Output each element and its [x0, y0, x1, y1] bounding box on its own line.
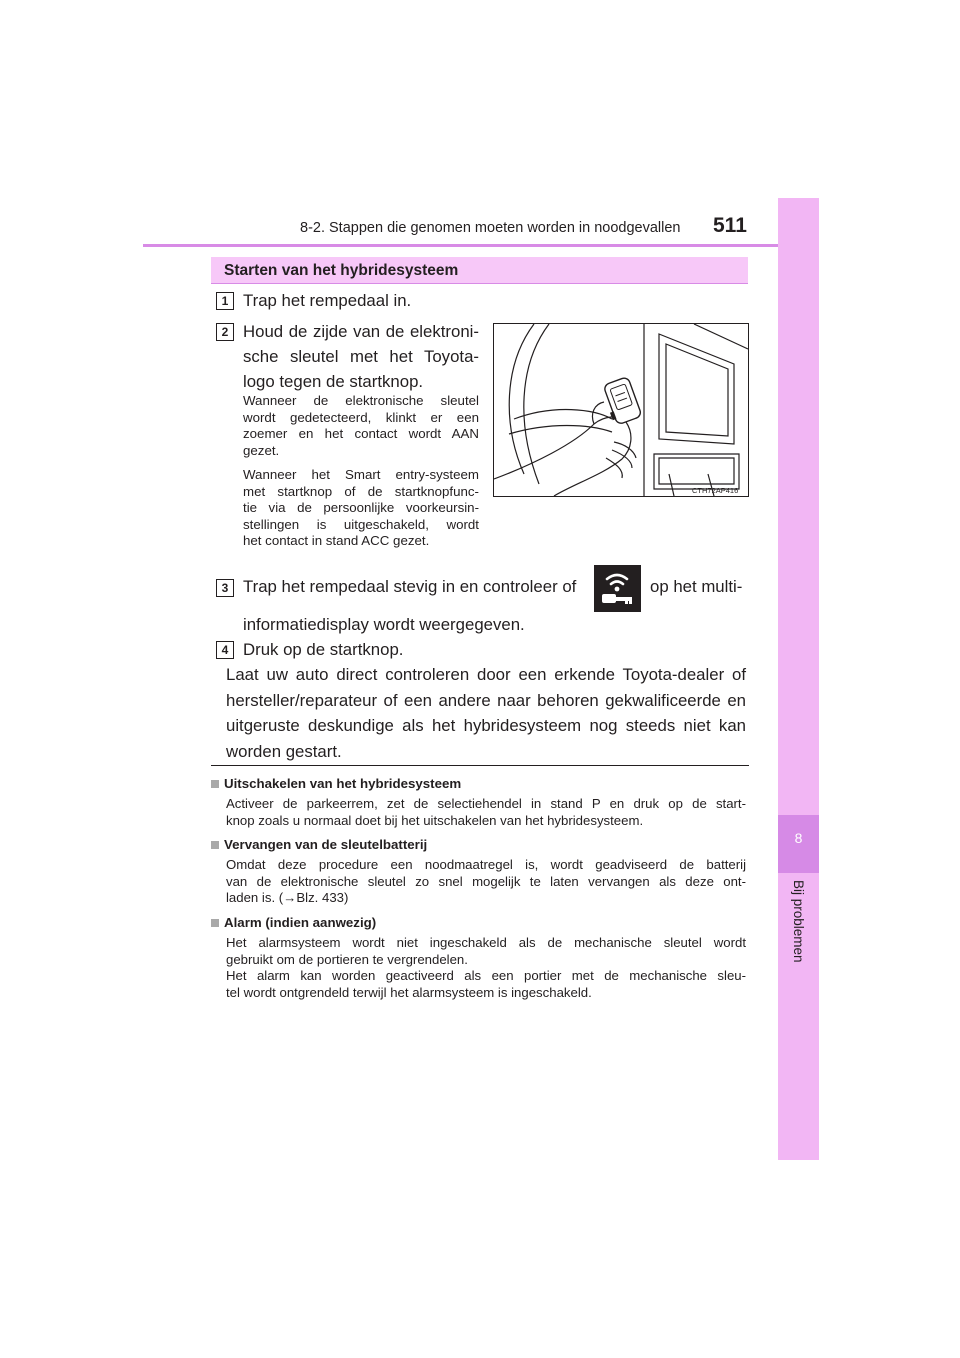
- paragraph-line: hersteller/reparateur of een andere naar behoren gekwalificeerde en: [226, 690, 746, 710]
- paragraph-line: Laat uw auto direct controleren door een erkende Toyota-dealer of: [226, 665, 746, 684]
- note-heading-text: Uitschakelen van het hybridesysteem: [224, 776, 462, 791]
- key-signal-icon: [594, 565, 641, 612]
- note-line: zoemer en het contact wordt AAN: [243, 426, 479, 441]
- note-body-2: [226, 857, 746, 907]
- header-rule: [143, 244, 819, 247]
- note-line: Wanneer het Smart entry-systeem: [243, 467, 479, 482]
- step-2-note-2: [243, 467, 479, 550]
- page-number: 511: [713, 214, 747, 237]
- note-heading-text: Vervangen van de sleutelbatterij: [224, 837, 428, 852]
- bullet-square-icon: [211, 919, 219, 927]
- paragraph-line: worden gestart.: [226, 741, 342, 761]
- step-2-line: logo tegen de startknop.: [243, 372, 424, 391]
- note-line: Omdat deze procedure een noodmaatregel is, wordt geadviseerd de batterij: [226, 857, 746, 872]
- note-line: knop zoals u normaal doet bij het uitschakelen van het hybridesysteem.: [226, 812, 644, 828]
- step-2-note-1: [243, 393, 479, 459]
- note-line: laden is. (→Blz. 433): [226, 890, 349, 905]
- closing-paragraph: [226, 662, 746, 764]
- note-body-1: [226, 796, 746, 829]
- note-heading-1: [211, 776, 461, 791]
- note-line: van de elektronische sleutel zo snel mogelijk te laten vervangen als deze ont-: [226, 873, 746, 889]
- bullet-square-icon: [211, 780, 219, 788]
- note-body-3: [226, 935, 746, 1001]
- step-number-1: 1: [216, 292, 234, 310]
- note-line: het contact in stand ACC gezet.: [243, 533, 430, 548]
- step-3-text-line2: informatiedisplay wordt weergegeven.: [243, 615, 525, 634]
- step-4-text: Druk op de startknop.: [243, 640, 404, 659]
- note-line: tel wordt ontgrendeld terwijl het alarmsysteem is ingeschakeld.: [226, 984, 592, 1000]
- step-2-text: [243, 319, 479, 394]
- chapter-label: Bij problemen: [791, 880, 806, 963]
- key-fob-illustration: [493, 323, 749, 497]
- step-number-3: 3: [216, 579, 234, 597]
- step-1-text: Trap het rempedaal in.: [243, 291, 412, 310]
- bullet-square-icon: [211, 841, 219, 849]
- note-line: Het alarmsysteem wordt niet ingeschakeld als de mechanische sleutel wordt: [226, 935, 746, 950]
- chapter-label-wrap: [788, 880, 808, 990]
- note-heading-text: Alarm (indien aanwezig): [224, 915, 377, 930]
- section-divider: [211, 765, 749, 766]
- chapter-side-tab: [778, 198, 819, 1160]
- smart-key-indicator-icon: [594, 565, 641, 612]
- note-line: gebruikt om de portieren te vergrendelen.: [226, 951, 468, 967]
- chapter-number: 8: [794, 830, 803, 846]
- note-line: stellingen is uitgeschakeld, wordt: [243, 516, 479, 532]
- note-line: gezet.: [243, 442, 280, 458]
- note-heading-3: [211, 915, 376, 930]
- note-line: Het alarm kan worden geactiveerd als een portier met de mechanische sleu-: [226, 968, 746, 983]
- note-line: Wanneer de elektronische sleutel: [243, 393, 479, 408]
- step-number-2: 2: [216, 323, 234, 341]
- step-3-text-before: Trap het rempedaal stevig in en controleer of: [243, 577, 577, 596]
- figure-code: CTH72AP416: [692, 486, 739, 495]
- note-line: wordt gedetecteerd, klinkt er een: [243, 409, 479, 425]
- note-heading-2: [211, 837, 427, 852]
- note-line: tie via de persoonlijke voorkeursin-: [243, 500, 479, 515]
- key-fob-drawing: [494, 324, 748, 496]
- step-number-4: 4: [216, 641, 234, 659]
- section-path: 8-2. Stappen die genomen moeten worden in noodgevallen: [300, 220, 681, 236]
- step-2-line: Houd de zijde van de elektroni-: [243, 322, 479, 341]
- note-line: Activeer de parkeerrem, zet de selectiehendel in stand P en druk op de start-: [226, 796, 746, 811]
- step-2-line: sche sleutel met het Toyota-: [243, 347, 479, 366]
- section-heading: Starten van het hybridesysteem: [224, 262, 459, 279]
- note-line: met startknop of de startknopfunc-: [243, 483, 479, 499]
- step-3-text-after: op het multi-: [650, 577, 743, 596]
- paragraph-line: uitgeruste deskundige als het hybridesysteem nog steeds niet kan: [226, 716, 746, 735]
